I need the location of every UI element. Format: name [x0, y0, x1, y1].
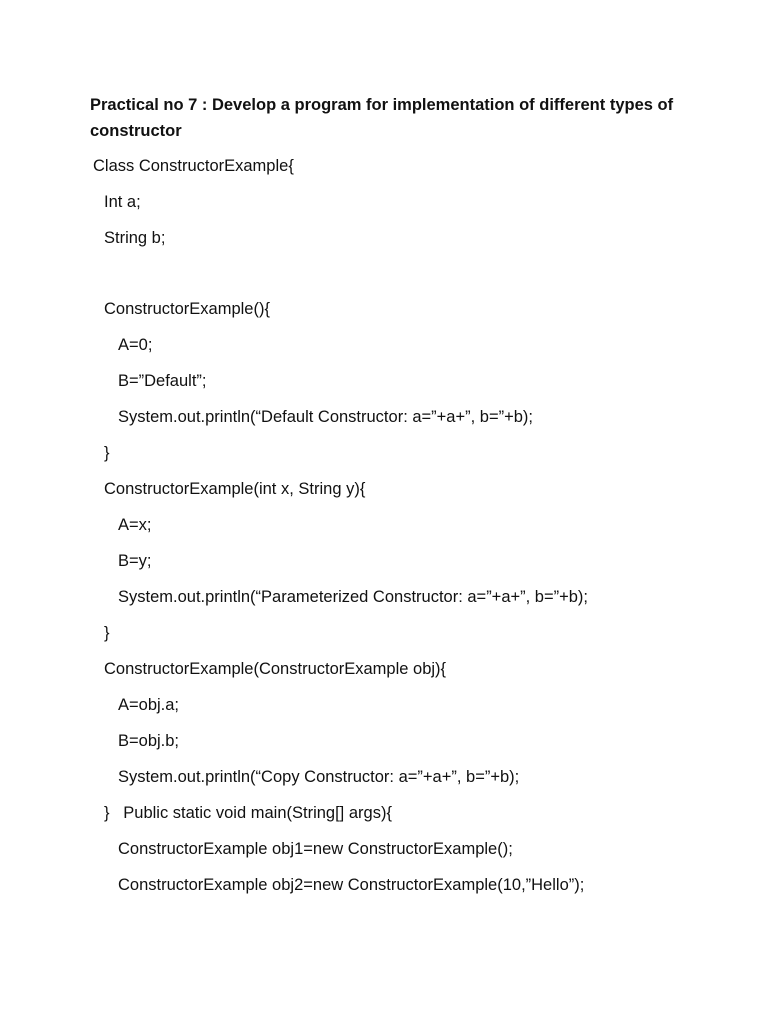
code-line: B=obj.b; [118, 732, 180, 750]
code-line: ConstructorExample obj1=new ConstructorExample(); [118, 840, 513, 858]
code-line: System.out.println(“Parameterized Constructor: a=”+a+”, b=”+b); [118, 588, 588, 606]
code-line: Int a; [104, 193, 141, 211]
code-line: ConstructorExample(){ [104, 300, 270, 318]
code-line: System.out.println(“Copy Constructor: a=”+a+”, b=”+b); [118, 768, 520, 786]
page-title: Practical no 7 : Develop a program for implementation of different types of constructor [90, 96, 674, 140]
code-line: ConstructorExample(int x, String y){ [104, 480, 366, 498]
code-line: } [104, 444, 110, 462]
code-line: String b; [104, 229, 166, 247]
code-line: B=”Default”; [118, 372, 207, 390]
code-line: B=y; [118, 552, 152, 570]
code-line: A=0; [118, 336, 153, 354]
code-line: A=obj.a; [118, 696, 180, 714]
code-line: ConstructorExample(ConstructorExample obj){ [104, 660, 447, 678]
code-line: A=x; [118, 516, 152, 534]
code-line: ConstructorExample obj2=new ConstructorExample(10,”Hello”); [118, 876, 585, 894]
code-line: Class ConstructorExample{ [93, 157, 294, 175]
code-line: } Public static void main(String[] args){ [104, 804, 392, 822]
code-line: } [104, 624, 110, 642]
code-line: System.out.println(“Default Constructor: a=”+a+”, b=”+b); [118, 408, 533, 426]
